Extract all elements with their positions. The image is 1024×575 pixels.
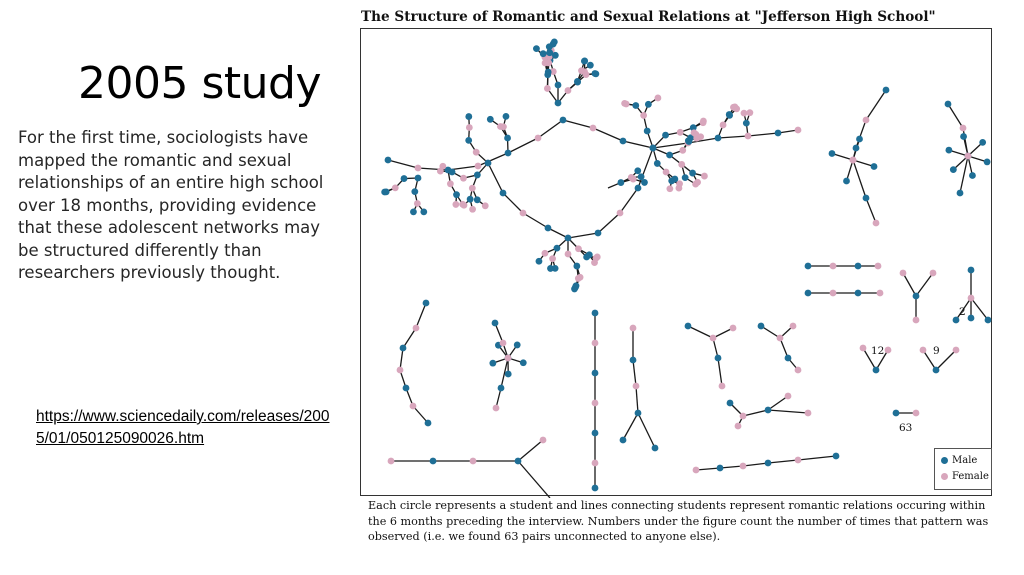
female-node-icon	[900, 270, 907, 277]
male-node-icon	[505, 150, 512, 157]
female-node-icon	[678, 161, 685, 168]
female-dot-icon	[941, 473, 948, 480]
male-node-icon	[514, 342, 521, 349]
male-node-icon	[863, 195, 870, 202]
network-edge	[416, 303, 426, 328]
male-node-icon	[533, 45, 540, 52]
female-node-icon	[591, 259, 598, 266]
female-node-icon	[785, 393, 792, 400]
male-node-icon	[515, 458, 522, 465]
male-node-icon	[449, 169, 456, 176]
female-node-icon	[913, 410, 920, 417]
female-node-icon	[913, 317, 920, 324]
slide-title: 2005 study	[78, 58, 321, 109]
male-node-icon	[425, 420, 432, 427]
male-node-icon	[632, 102, 639, 109]
female-node-icon	[392, 184, 399, 191]
female-node-icon	[873, 220, 880, 227]
male-node-icon	[984, 159, 991, 166]
male-node-icon	[634, 167, 641, 174]
female-node-icon	[542, 250, 549, 257]
male-node-icon	[630, 357, 637, 364]
network-edges	[385, 42, 988, 498]
male-node-icon	[743, 120, 750, 127]
male-node-icon	[487, 116, 494, 123]
figure-legend	[934, 448, 992, 490]
network-figure	[358, 8, 998, 560]
figure-title: The Structure of Romantic and Sexual Relations at "Jefferson High School"	[361, 9, 936, 25]
male-node-icon	[554, 245, 561, 252]
network-edge	[720, 466, 743, 468]
male-node-icon	[498, 385, 505, 392]
male-node-icon	[489, 360, 496, 367]
network-edge	[518, 461, 550, 498]
male-node-icon	[587, 62, 594, 69]
female-node-icon	[745, 133, 752, 140]
figure-caption: Each circle represents a student and lines connecting students represent romantic relations occuring within the 6 months preceding the interview. Numbers under the figure count the number of times that pattern was observed (i.e. we found 63 pairs unconnected to anyone else).	[368, 499, 989, 543]
network-edge	[916, 273, 933, 296]
male-node-icon	[641, 179, 648, 186]
female-node-icon	[459, 201, 466, 208]
female-node-icon	[676, 185, 683, 192]
female-node-icon	[544, 85, 551, 92]
male-node-icon	[505, 371, 512, 378]
male-node-icon	[685, 323, 692, 330]
male-node-icon	[855, 263, 862, 270]
network-edge	[866, 198, 876, 223]
male-node-icon	[933, 367, 940, 374]
male-node-icon	[968, 267, 975, 274]
female-node-icon	[679, 147, 686, 154]
female-node-icon	[633, 383, 640, 390]
male-node-icon	[715, 135, 722, 142]
male-node-icon	[638, 173, 645, 180]
legend-female: Female	[941, 471, 989, 482]
male-node-icon	[536, 258, 543, 265]
female-node-icon	[710, 335, 717, 342]
network-edge	[903, 273, 916, 296]
network-edge	[743, 410, 768, 416]
male-node-icon	[547, 265, 554, 272]
female-node-icon	[470, 458, 477, 465]
male-node-icon	[400, 345, 407, 352]
female-node-icon	[447, 180, 454, 187]
female-node-icon	[700, 119, 707, 126]
female-node-icon	[795, 457, 802, 464]
male-node-icon	[968, 315, 975, 322]
female-node-icon	[460, 175, 467, 182]
female-node-icon	[388, 458, 395, 465]
network-edge	[696, 468, 720, 470]
female-node-icon	[735, 423, 742, 430]
network-edge	[688, 326, 713, 338]
network-edge	[748, 133, 778, 136]
female-node-icon	[663, 169, 670, 176]
male-node-icon	[775, 130, 782, 137]
male-node-icon	[403, 385, 410, 392]
male-node-icon	[620, 138, 627, 145]
female-node-icon	[410, 403, 417, 410]
female-node-icon	[482, 202, 489, 209]
male-node-icon	[593, 71, 600, 78]
male-node-icon	[785, 355, 792, 362]
network-edge	[718, 136, 748, 138]
male-node-icon	[555, 100, 562, 107]
female-node-icon	[549, 255, 556, 262]
female-node-icon	[968, 295, 975, 302]
female-node-icon	[630, 325, 637, 332]
network-edge	[563, 120, 593, 128]
female-node-icon	[795, 367, 802, 374]
source-link[interactable]: https://www.sciencedaily.com/releases/2005/01/050125090026.htm	[36, 408, 330, 447]
male-node-icon	[635, 185, 642, 192]
female-node-icon	[575, 245, 582, 252]
male-node-icon	[474, 196, 481, 203]
male-node-icon	[843, 178, 850, 185]
female-node-icon	[790, 323, 797, 330]
legend-male: Male	[941, 455, 977, 466]
female-node-icon	[860, 345, 867, 352]
female-node-icon	[469, 185, 476, 192]
network-edge	[853, 160, 866, 198]
female-node-icon	[953, 347, 960, 354]
network-edge	[568, 233, 598, 238]
male-node-icon	[467, 196, 474, 203]
male-node-icon	[592, 310, 599, 317]
male-node-icon	[574, 79, 581, 86]
male-node-icon	[401, 175, 408, 182]
female-node-icon	[920, 347, 927, 354]
male-node-icon	[950, 166, 957, 173]
female-node-icon	[795, 127, 802, 134]
female-node-icon	[693, 135, 700, 142]
female-node-icon	[500, 340, 507, 347]
male-node-icon	[465, 113, 472, 120]
male-node-icon	[945, 147, 952, 154]
male-node-icon	[873, 367, 880, 374]
female-node-icon	[583, 71, 590, 78]
female-node-icon	[746, 109, 753, 116]
male-node-icon	[805, 290, 812, 297]
male-node-icon	[565, 235, 572, 242]
male-node-icon	[689, 170, 696, 177]
male-node-icon	[545, 225, 552, 232]
male-node-icon	[960, 133, 967, 140]
female-node-icon	[520, 210, 527, 217]
male-node-icon	[465, 137, 472, 144]
male-node-icon	[453, 191, 460, 198]
female-node-icon	[885, 347, 892, 354]
male-node-icon	[385, 157, 392, 164]
male-node-icon	[856, 136, 863, 143]
male-node-icon	[666, 152, 673, 159]
female-node-icon	[863, 117, 870, 124]
male-node-icon	[855, 290, 862, 297]
male-node-icon	[726, 112, 733, 119]
female-node-icon	[741, 110, 748, 117]
male-node-icon	[765, 407, 772, 414]
female-node-icon	[740, 413, 747, 420]
male-node-icon	[758, 323, 765, 330]
female-node-icon	[565, 251, 572, 258]
female-node-icon	[805, 410, 812, 417]
male-node-icon	[662, 132, 669, 139]
female-node-icon	[590, 125, 597, 132]
male-node-icon	[979, 139, 986, 146]
male-node-icon	[957, 190, 964, 197]
male-node-icon	[685, 137, 692, 144]
female-node-icon	[592, 460, 599, 467]
female-node-icon	[469, 206, 476, 213]
female-node-icon	[623, 101, 630, 108]
male-node-icon	[645, 101, 652, 108]
male-node-icon	[503, 113, 510, 120]
male-node-icon	[620, 437, 627, 444]
female-node-icon	[693, 467, 700, 474]
female-node-icon	[397, 367, 404, 374]
count-label-pair: 63	[899, 422, 913, 434]
network-edge	[488, 163, 503, 193]
female-node-icon	[701, 173, 708, 180]
female-node-icon	[965, 153, 972, 160]
network-edge	[633, 360, 636, 386]
network-edge	[388, 160, 418, 168]
male-node-icon	[555, 82, 562, 89]
network-edge	[636, 386, 638, 413]
network-edge	[593, 128, 623, 141]
male-node-icon	[985, 317, 992, 324]
female-node-icon	[565, 87, 572, 94]
male-node-icon	[573, 263, 580, 270]
female-node-icon	[777, 335, 784, 342]
count-label-vee-9: 9	[933, 345, 940, 357]
male-node-icon	[381, 189, 388, 196]
female-node-icon	[628, 174, 635, 181]
network-edge	[768, 396, 788, 410]
male-node-icon	[420, 209, 427, 216]
network-edge	[963, 128, 968, 156]
male-node-icon	[485, 160, 492, 167]
female-node-icon	[692, 181, 699, 188]
male-node-icon	[765, 460, 772, 467]
female-node-icon	[830, 263, 837, 270]
female-node-icon	[466, 124, 473, 131]
male-node-icon	[544, 71, 551, 78]
male-node-icon	[520, 359, 527, 366]
network-edge	[623, 413, 638, 440]
male-node-icon	[682, 174, 689, 181]
male-node-icon	[410, 208, 417, 215]
male-node-icon	[546, 49, 553, 56]
male-node-icon	[654, 160, 661, 167]
network-edge	[798, 456, 836, 460]
male-node-icon	[871, 163, 878, 170]
male-node-icon	[415, 175, 422, 182]
male-node-icon	[913, 293, 920, 300]
female-node-icon	[875, 263, 882, 270]
female-node-icon	[640, 112, 647, 119]
network-edge	[948, 104, 963, 128]
female-node-icon	[719, 383, 726, 390]
network-edge	[403, 328, 416, 348]
female-node-icon	[655, 95, 662, 102]
female-node-icon	[850, 157, 857, 164]
male-node-icon	[560, 117, 567, 124]
count-label-vee-12: 12	[871, 345, 885, 357]
slide-body-text: For the first time, sociologists have mapped the romantic and sexual relationships of an entire high school over 18 months, providing evidence that these adolescent networks may be structured differently than researchers previously thought.	[18, 128, 324, 282]
network-edge	[620, 188, 638, 213]
network-edge	[743, 463, 768, 466]
network-edge	[508, 138, 538, 153]
male-node-icon	[883, 87, 890, 94]
male-dot-icon	[941, 457, 948, 464]
male-node-icon	[592, 370, 599, 377]
female-node-icon	[677, 129, 684, 136]
network-edge	[768, 410, 808, 413]
network-edge	[413, 406, 428, 423]
male-node-icon	[430, 458, 437, 465]
male-node-icon	[833, 453, 840, 460]
female-node-icon	[592, 340, 599, 347]
female-node-icon	[493, 405, 500, 412]
female-node-icon	[540, 437, 547, 444]
female-node-icon	[960, 125, 967, 132]
male-node-icon	[581, 58, 588, 65]
female-node-icon	[666, 185, 673, 192]
male-node-icon	[540, 50, 547, 57]
male-node-icon	[727, 400, 734, 407]
male-node-icon	[492, 320, 499, 327]
female-node-icon	[415, 165, 422, 172]
network-edge	[718, 358, 722, 386]
male-node-icon	[592, 485, 599, 492]
male-node-icon	[715, 355, 722, 362]
network-edge	[638, 413, 655, 448]
male-node-icon	[474, 172, 481, 179]
female-node-icon	[740, 463, 747, 470]
male-node-icon	[893, 410, 900, 417]
network-edge	[856, 120, 866, 148]
female-node-icon	[730, 325, 737, 332]
female-node-icon	[452, 201, 459, 208]
male-node-icon	[717, 465, 724, 472]
male-node-icon	[644, 128, 651, 135]
network-edge	[866, 90, 886, 120]
network-edge	[478, 153, 508, 166]
male-node-icon	[652, 445, 659, 452]
male-node-icon	[411, 188, 418, 195]
female-node-icon	[500, 123, 507, 130]
female-node-icon	[414, 200, 421, 207]
network-edge	[518, 440, 543, 461]
female-node-icon	[535, 135, 542, 142]
female-node-icon	[720, 122, 727, 129]
network-edge	[623, 141, 653, 148]
female-node-icon	[592, 400, 599, 407]
male-node-icon	[595, 230, 602, 237]
male-node-icon	[423, 300, 430, 307]
female-node-icon	[577, 274, 584, 281]
male-node-icon	[586, 251, 593, 258]
male-node-icon	[945, 101, 952, 108]
female-node-icon	[413, 325, 420, 332]
female-node-icon	[617, 210, 624, 217]
male-node-icon	[635, 410, 642, 417]
female-node-icon	[439, 163, 446, 170]
male-node-icon	[829, 150, 836, 157]
male-node-icon	[969, 172, 976, 179]
female-node-icon	[505, 355, 512, 362]
count-label-tree: 2	[959, 306, 966, 318]
network-edge	[523, 213, 548, 228]
male-node-icon	[650, 145, 657, 152]
male-node-icon	[617, 179, 624, 186]
male-node-icon	[504, 135, 511, 142]
female-node-icon	[830, 290, 837, 297]
male-node-icon	[853, 145, 860, 152]
male-node-icon	[592, 430, 599, 437]
female-node-icon	[733, 105, 740, 112]
male-node-icon	[671, 176, 678, 183]
female-node-icon	[473, 149, 480, 156]
male-node-icon	[500, 190, 507, 197]
male-node-icon	[573, 282, 580, 289]
network-edge	[598, 213, 620, 233]
network-edge	[503, 193, 523, 213]
network-edge	[768, 460, 798, 463]
female-node-icon	[930, 270, 937, 277]
female-node-icon	[877, 290, 884, 297]
male-node-icon	[805, 263, 812, 270]
female-node-icon	[475, 163, 482, 170]
network-edge	[538, 120, 563, 138]
male-node-icon	[546, 43, 553, 50]
female-node-icon	[545, 59, 552, 66]
